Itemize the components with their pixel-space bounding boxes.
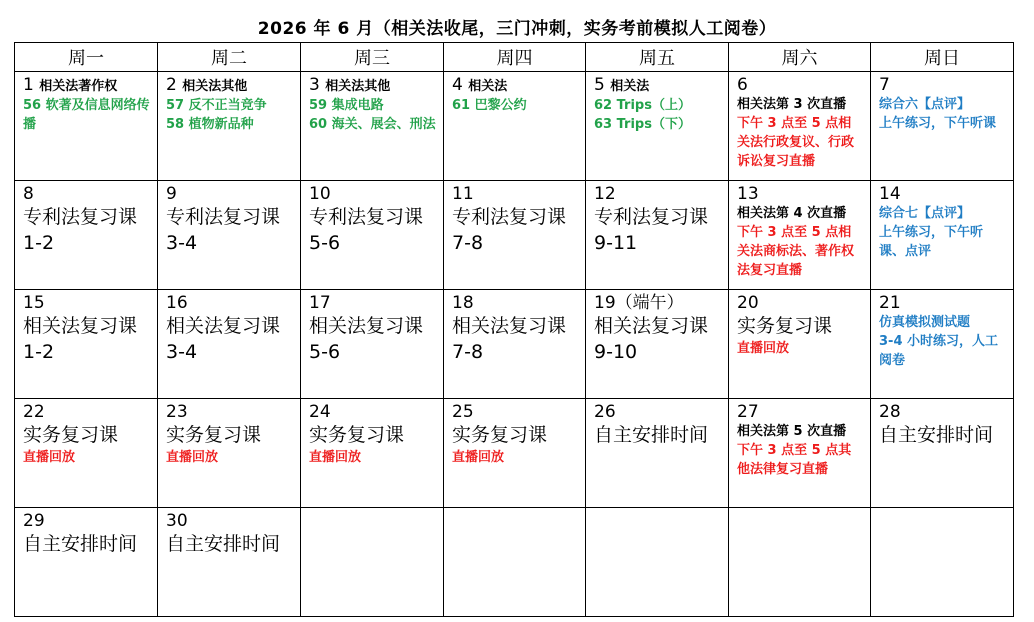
event-line: 自主安排时间	[166, 533, 281, 555]
event-line: 62 Trips（上）	[594, 98, 691, 113]
day-number: 8	[23, 184, 34, 204]
day-number: 10	[309, 184, 331, 204]
day-topic: 相关法其他	[182, 79, 248, 94]
day-header	[879, 185, 1007, 204]
day-header	[594, 403, 722, 422]
week-row	[15, 72, 1014, 181]
event-line: 下午 3 点至 5 点相关法行政复议、行政诉讼复习直播	[737, 116, 855, 169]
event-line: 上午练习，下午听课、点评	[879, 225, 984, 259]
day-cell	[15, 72, 158, 181]
empty-cell	[301, 508, 444, 617]
event-line: 专利法复习课	[594, 206, 709, 228]
day-header	[309, 76, 437, 96]
event-line: 下午 3 点至 5 点其他法律复习直播	[737, 443, 852, 477]
event-line: 专利法复习课	[166, 206, 281, 228]
day-cell	[301, 72, 444, 181]
day-header	[23, 512, 151, 531]
day-number: 24	[309, 402, 331, 422]
day-number: 17	[309, 293, 331, 313]
event-line: 直播回放	[309, 450, 362, 465]
day-number: 20	[737, 293, 759, 313]
day-cell	[444, 72, 586, 181]
event-line: 相关法复习课	[166, 315, 281, 337]
day-cell	[15, 290, 158, 399]
event-line: 5-6	[309, 341, 341, 363]
page-title: 2026 年 6 月（相关法收尾，三门冲刺，实务考前模拟人工阅卷）	[257, 19, 777, 39]
day-number: 19（端午）	[594, 293, 684, 313]
day-number: 27	[737, 402, 759, 422]
day-cell	[301, 399, 444, 508]
event-line: 5-6	[309, 232, 341, 254]
event-line: 上午练习，下午听课	[879, 116, 997, 131]
event-line: 自主安排时间	[594, 424, 709, 446]
event-line: 59 集成电路	[309, 98, 384, 113]
event-line: 实务复习课	[166, 424, 262, 446]
day-header	[452, 76, 579, 96]
day-number: 30	[166, 511, 188, 531]
day-header	[452, 294, 579, 313]
day-header	[737, 403, 864, 422]
event-line: 相关法第 3 次直播	[737, 97, 847, 112]
day-cell	[871, 181, 1014, 290]
day-number: 7	[879, 75, 890, 95]
day-header	[594, 294, 722, 313]
day-header	[23, 76, 151, 96]
event-line: 60 海关、展会、刑法	[309, 117, 436, 132]
event-line: 9-10	[594, 341, 638, 363]
day-cell	[158, 181, 301, 290]
day-header	[166, 403, 294, 422]
calendar-table	[14, 42, 1014, 617]
empty-cell	[586, 508, 729, 617]
event-line: 61 巴黎公约	[452, 98, 527, 113]
day-cell	[586, 399, 729, 508]
day-cell	[444, 181, 586, 290]
event-line: 直播回放	[23, 450, 76, 465]
empty-cell	[871, 508, 1014, 617]
event-line: 实务复习课	[452, 424, 548, 446]
day-cell	[729, 290, 871, 399]
event-line: 3-4	[166, 232, 198, 254]
event-line: 58 植物新品种	[166, 117, 254, 132]
event-line: 综合六【点评】	[879, 97, 971, 112]
day-number: 12	[594, 184, 616, 204]
day-cell	[444, 290, 586, 399]
day-number: 29	[23, 511, 45, 531]
event-line: 7-8	[452, 232, 484, 254]
day-cell	[729, 181, 871, 290]
day-number: 5	[594, 75, 605, 95]
event-line: 相关法复习课	[452, 315, 567, 337]
day-number: 16	[166, 293, 188, 313]
event-line: 相关法第 5 次直播	[737, 424, 847, 439]
day-number: 26	[594, 402, 616, 422]
day-cell	[15, 181, 158, 290]
day-number: 18	[452, 293, 474, 313]
weekday-header: 周三	[301, 43, 444, 72]
day-header	[879, 403, 1007, 422]
day-number: 22	[23, 402, 45, 422]
weekday-header: 周一	[15, 43, 158, 72]
event-line: 7-8	[452, 341, 484, 363]
day-number: 2	[166, 75, 177, 95]
day-number: 23	[166, 402, 188, 422]
week-row	[15, 508, 1014, 617]
day-number: 4	[452, 75, 463, 95]
day-cell	[729, 399, 871, 508]
day-cell	[15, 399, 158, 508]
day-header	[166, 512, 294, 531]
day-header	[309, 294, 437, 313]
event-line: 直播回放	[166, 450, 219, 465]
day-header	[594, 185, 722, 204]
day-header	[879, 294, 1007, 313]
day-header	[452, 403, 579, 422]
day-header	[452, 185, 579, 204]
event-line: 56 软著及信息网络传播	[23, 98, 150, 132]
day-cell	[15, 508, 158, 617]
day-cell	[871, 72, 1014, 181]
event-line: 实务复习课	[737, 315, 833, 337]
event-line: 直播回放	[737, 341, 790, 356]
event-line: 1-2	[23, 341, 55, 363]
day-cell	[444, 399, 586, 508]
day-topic: 相关法	[468, 79, 508, 94]
day-cell	[871, 290, 1014, 399]
event-line: 相关法复习课	[23, 315, 138, 337]
day-header	[166, 76, 294, 96]
day-cell	[871, 399, 1014, 508]
event-line: 直播回放	[452, 450, 505, 465]
day-header	[309, 403, 437, 422]
weekday-header: 周二	[158, 43, 301, 72]
event-line: 实务复习课	[309, 424, 405, 446]
day-number: 11	[452, 184, 474, 204]
day-header	[23, 403, 151, 422]
day-number: 28	[879, 402, 901, 422]
weekday-header: 周五	[586, 43, 729, 72]
day-header	[23, 185, 151, 204]
day-number: 9	[166, 184, 177, 204]
day-cell	[586, 290, 729, 399]
event-line: 专利法复习课	[23, 206, 138, 228]
weekday-header: 周六	[729, 43, 871, 72]
day-header	[737, 185, 864, 204]
day-number: 6	[737, 75, 748, 95]
event-line: 相关法复习课	[309, 315, 424, 337]
day-number: 25	[452, 402, 474, 422]
day-header	[309, 185, 437, 204]
weekday-header: 周日	[871, 43, 1014, 72]
day-header	[166, 294, 294, 313]
day-topic: 相关法	[610, 79, 650, 94]
day-header	[737, 294, 864, 313]
empty-cell	[444, 508, 586, 617]
week-row	[15, 181, 1014, 290]
day-header	[166, 185, 294, 204]
day-topic: 相关法著作权	[39, 79, 118, 94]
event-line: 9-11	[594, 232, 638, 254]
week-row	[15, 290, 1014, 399]
day-cell	[729, 72, 871, 181]
event-line: 3-4	[166, 341, 198, 363]
event-line: 3-4 小时练习，人工阅卷	[879, 334, 999, 368]
empty-cell	[729, 508, 871, 617]
weekday-header-row	[15, 43, 1014, 72]
day-number: 3	[309, 75, 320, 95]
day-cell	[158, 399, 301, 508]
week-row	[15, 399, 1014, 508]
event-line: 仿真模拟测试题	[879, 315, 971, 330]
event-line: 综合七【点评】	[879, 206, 971, 221]
day-cell	[158, 72, 301, 181]
event-line: 63 Trips（下）	[594, 117, 691, 132]
day-cell	[586, 72, 729, 181]
day-header	[879, 76, 1007, 95]
calendar-body	[15, 72, 1014, 617]
day-cell	[158, 290, 301, 399]
day-cell	[301, 181, 444, 290]
day-number: 1	[23, 75, 34, 95]
day-header	[23, 294, 151, 313]
event-line: 自主安排时间	[23, 533, 138, 555]
day-cell	[586, 181, 729, 290]
event-line: 专利法复习课	[309, 206, 424, 228]
day-topic: 相关法其他	[325, 79, 391, 94]
event-line: 下午 3 点至 5 点相关法商标法、著作权法复习直播	[737, 225, 855, 278]
event-line: 专利法复习课	[452, 206, 567, 228]
event-line: 相关法第 4 次直播	[737, 206, 847, 221]
day-cell	[301, 290, 444, 399]
day-header	[594, 76, 722, 96]
event-line: 相关法复习课	[594, 315, 709, 337]
weekday-header: 周四	[444, 43, 586, 72]
day-cell	[158, 508, 301, 617]
day-number: 14	[879, 184, 901, 204]
event-line: 57 反不正当竞争	[166, 98, 267, 113]
day-header	[737, 76, 864, 95]
day-number: 15	[23, 293, 45, 313]
event-line: 实务复习课	[23, 424, 119, 446]
day-number: 13	[737, 184, 759, 204]
event-line: 自主安排时间	[879, 424, 994, 446]
event-line: 1-2	[23, 232, 55, 254]
day-number: 21	[879, 293, 901, 313]
